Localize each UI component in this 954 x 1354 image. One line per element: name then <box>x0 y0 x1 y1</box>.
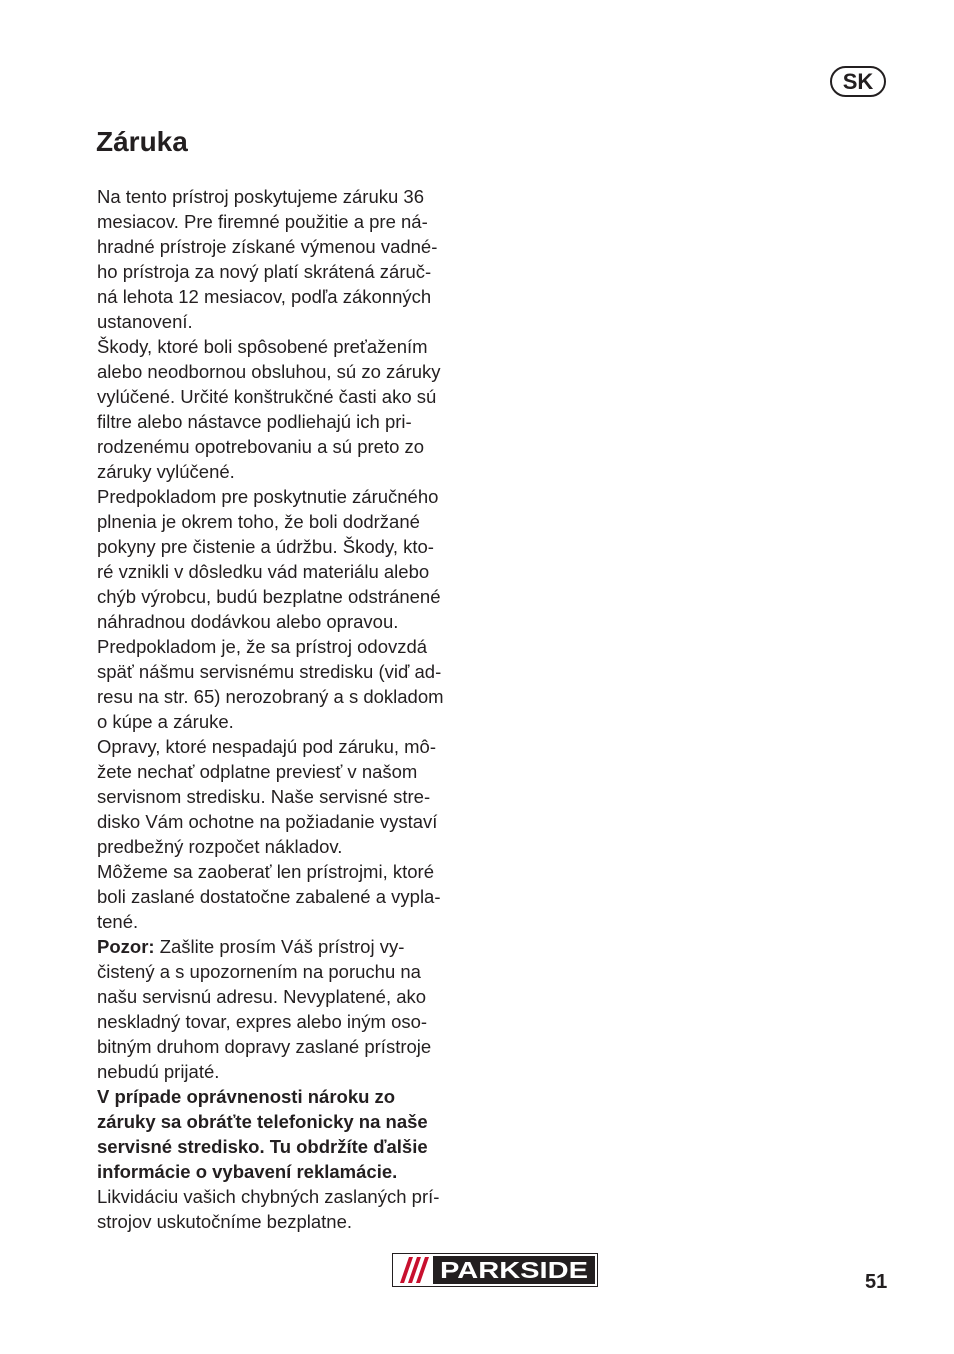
text-line <box>97 1109 497 1134</box>
text-line <box>97 1009 497 1034</box>
line-text: chýb výrobcu, budú bezplatne odstránené <box>97 586 441 607</box>
line-text: Zašlite prosím Váš prístroj vy- <box>154 936 405 957</box>
line-text: hradné prístroje získané výmenou vadné- <box>97 236 438 257</box>
line-text: neskladný tovar, expres alebo iným oso- <box>97 1011 428 1032</box>
text-line <box>97 834 497 859</box>
line-text: čistený a s upozornením na poruchu na <box>97 961 421 982</box>
text-line <box>97 259 497 284</box>
line-text: Opravy, ktoré nespadajú pod záruku, mô- <box>97 736 436 757</box>
line-text: o kúpe a záruke. <box>97 711 234 732</box>
line-text: plnenia je okrem toho, že boli dodržané <box>97 511 420 532</box>
line-text: pokyny pre čistenie a údržbu. Škody, kto- <box>97 536 434 557</box>
logo-wordmark: PARKSIDE <box>440 1257 588 1283</box>
page-number: 51 <box>865 1271 888 1293</box>
line-text: disko Vám ochotne na požiadanie vystaví <box>97 811 438 832</box>
line-text: resu na str. 65) nerozobraný a s dokladom <box>97 686 444 707</box>
text-line <box>97 684 497 709</box>
text-line <box>97 1084 497 1109</box>
page-title: Záruka <box>96 126 188 157</box>
text-line <box>97 784 497 809</box>
line-text: ná lehota 12 mesiacov, podľa zákonných <box>97 286 432 307</box>
text-line <box>97 584 497 609</box>
line-text: Môžeme sa zaoberať len prístrojmi, ktoré <box>97 861 434 882</box>
line-text: filtre alebo nástavce podliehajú ich pri- <box>97 411 412 432</box>
bold-text: V prípade oprávnenosti nároku zo <box>97 1086 396 1107</box>
text-line <box>97 534 497 559</box>
bold-text: záruky sa obráťte telefonicky na naše <box>97 1111 428 1132</box>
parkside-logo <box>392 1253 598 1287</box>
text-line <box>97 984 497 1009</box>
bold-text: servisné stredisko. Tu obdržíte ďalšie <box>97 1136 428 1157</box>
line-text: alebo neodbornou obsluhou, sú zo záruky <box>97 361 441 382</box>
text-line <box>97 234 497 259</box>
text-line <box>97 609 497 634</box>
text-line <box>97 1184 497 1209</box>
text-line <box>97 1134 497 1159</box>
text-line <box>97 1159 497 1184</box>
line-text: záruky vylúčené. <box>97 461 235 482</box>
line-text: ustanovení. <box>97 311 193 332</box>
line-text: vylúčené. Určité konštrukčné časti ako sú <box>97 386 437 407</box>
line-text: nebudú prijaté. <box>97 1061 220 1082</box>
text-line <box>97 309 497 334</box>
text-line <box>97 884 497 909</box>
line-text: našu servisnú adresu. Nevyplatené, ako <box>97 986 427 1007</box>
line-text: strojov uskutočníme bezplatne. <box>97 1211 353 1232</box>
line-text: žete nechať odplatne previesť v našom <box>97 761 418 782</box>
line-text: rodzenému opotrebovaniu a sú preto zo <box>97 436 425 457</box>
line-text: ho prístroja za nový platí skrátená záruč- <box>97 261 432 282</box>
bold-text: Pozor: <box>97 936 155 957</box>
text-line <box>97 659 497 684</box>
text-line <box>97 709 497 734</box>
text-line <box>97 484 497 509</box>
text-line <box>97 734 497 759</box>
line-text: servisnom stredisku. Naše servisné stre- <box>97 786 431 807</box>
text-line <box>97 459 497 484</box>
bold-text: informácie o vybavení reklamácie. <box>97 1161 398 1182</box>
line-text: tené. <box>97 911 139 932</box>
line-text: náhradnou dodávkou alebo opravou. <box>97 611 399 632</box>
warranty-text <box>97 184 497 1234</box>
text-line <box>97 559 497 584</box>
text-line <box>97 284 497 309</box>
text-line <box>97 809 497 834</box>
text-line <box>97 634 497 659</box>
text-line <box>97 384 497 409</box>
line-text: predbežný rozpočet nákladov. <box>97 836 343 857</box>
line-text: Predpokladom pre poskytnutie záručného <box>97 486 439 507</box>
text-line <box>97 184 497 209</box>
text-line <box>97 909 497 934</box>
text-line <box>97 759 497 784</box>
line-text: mesiacov. Pre firemné použitie a pre ná- <box>97 211 428 232</box>
text-line <box>97 1034 497 1059</box>
text-line <box>97 409 497 434</box>
line-text: Škody, ktoré boli spôsobené preťažením <box>97 336 428 357</box>
text-line <box>97 934 497 959</box>
line-text: Na tento prístroj poskytujeme záruku 36 <box>97 186 424 207</box>
line-text: boli zaslané dostatočne zabalené a vypla- <box>97 886 441 907</box>
text-line <box>97 859 497 884</box>
text-line <box>97 959 497 984</box>
line-text: Likvidáciu vašich chybných zaslaných prí- <box>97 1186 440 1207</box>
text-line <box>97 334 497 359</box>
text-line <box>97 1059 497 1084</box>
line-text: ré vznikli v dôsledku vád materiálu alebo <box>97 561 430 582</box>
line-text: späť nášmu servisnému stredisku (viď ad- <box>97 661 442 682</box>
line-text: Predpokladom je, že sa prístroj odovzdá <box>97 636 428 657</box>
text-line <box>97 509 497 534</box>
text-line <box>97 359 497 384</box>
line-text: bitným druhom dopravy zaslané prístroje <box>97 1036 432 1057</box>
language-badge: SK <box>830 66 886 97</box>
text-line <box>97 434 497 459</box>
text-line <box>97 1209 497 1234</box>
text-line <box>97 209 497 234</box>
